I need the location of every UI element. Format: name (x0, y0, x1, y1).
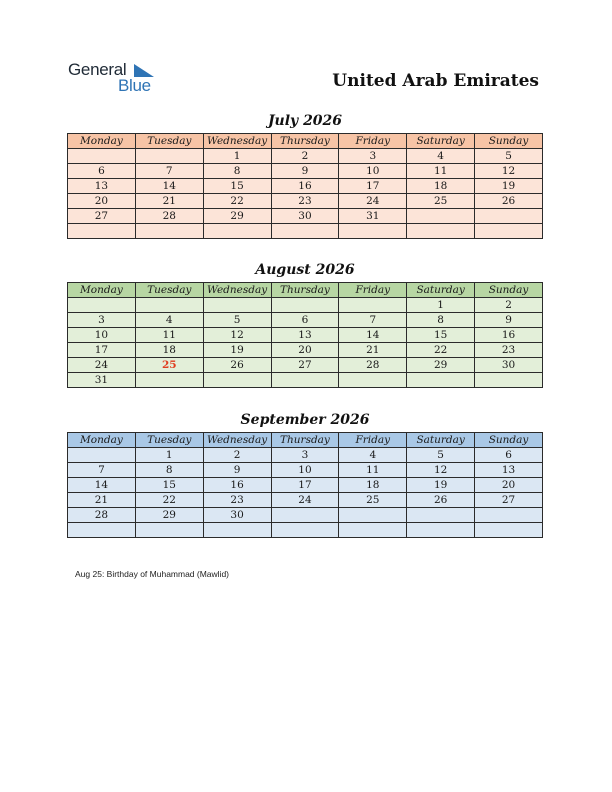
day-cell: 19 (203, 343, 271, 358)
day-cell: 20 (271, 343, 339, 358)
generalblue-logo (68, 60, 168, 100)
day-cell (135, 523, 203, 538)
weekday-header-row (68, 283, 543, 298)
day-cell: 18 (339, 478, 407, 493)
day-cell: 24 (271, 493, 339, 508)
day-cell (407, 224, 475, 239)
weekday-header-row (68, 134, 543, 149)
day-cell (68, 224, 136, 239)
day-cell (407, 508, 475, 523)
day-cell: 17 (271, 478, 339, 493)
month-title-august: August 2026 (255, 262, 355, 278)
day-cell: 16 (271, 179, 339, 194)
weekday-header: Saturday (407, 433, 475, 448)
day-cell (271, 224, 339, 239)
week-row (68, 164, 543, 179)
day-cell: 11 (407, 164, 475, 179)
day-cell (475, 508, 543, 523)
day-cell: 7 (339, 313, 407, 328)
day-cell (407, 373, 475, 388)
weekday-header: Thursday (271, 433, 339, 448)
week-row (68, 149, 543, 164)
weekday-header: Thursday (271, 134, 339, 149)
day-cell: 26 (475, 194, 543, 209)
day-cell: 13 (271, 328, 339, 343)
day-cell (475, 523, 543, 538)
weekday-header: Monday (68, 283, 136, 298)
day-cell: 28 (339, 358, 407, 373)
day-cell: 11 (135, 328, 203, 343)
day-cell: 25 (407, 194, 475, 209)
day-cell: 6 (475, 448, 543, 463)
holiday-day-cell: 25 (135, 358, 203, 373)
week-row (68, 209, 543, 224)
day-cell (203, 523, 271, 538)
day-cell: 8 (203, 164, 271, 179)
day-cell: 16 (203, 478, 271, 493)
day-cell (135, 298, 203, 313)
weekday-header: Friday (339, 433, 407, 448)
week-row (68, 343, 543, 358)
day-cell: 2 (203, 448, 271, 463)
day-cell: 30 (475, 358, 543, 373)
week-row (68, 448, 543, 463)
day-cell: 23 (271, 194, 339, 209)
month-title-july: July 2026 (267, 113, 343, 129)
day-cell: 8 (135, 463, 203, 478)
day-cell: 1 (203, 149, 271, 164)
holiday-note: Aug 25: Birthday of Muhammad (Mawlid) (75, 569, 230, 579)
day-cell: 23 (475, 343, 543, 358)
day-cell: 19 (407, 478, 475, 493)
weekday-header: Sunday (475, 134, 543, 149)
day-cell: 4 (407, 149, 475, 164)
day-cell: 24 (68, 358, 136, 373)
day-cell: 3 (339, 149, 407, 164)
day-cell: 1 (407, 298, 475, 313)
day-cell: 27 (271, 358, 339, 373)
weekday-header: Sunday (475, 283, 543, 298)
day-cell: 2 (475, 298, 543, 313)
calendar-july (67, 133, 543, 239)
day-cell: 26 (203, 358, 271, 373)
day-cell: 30 (271, 209, 339, 224)
day-cell: 8 (407, 313, 475, 328)
day-cell: 28 (68, 508, 136, 523)
day-cell: 3 (271, 448, 339, 463)
weekday-header: Thursday (271, 283, 339, 298)
day-cell: 1 (135, 448, 203, 463)
day-cell: 27 (475, 493, 543, 508)
day-cell: 28 (135, 209, 203, 224)
week-row (68, 224, 543, 239)
day-cell: 29 (203, 209, 271, 224)
weekday-header: Wednesday (203, 433, 271, 448)
day-cell: 14 (135, 179, 203, 194)
week-row (68, 508, 543, 523)
day-cell: 15 (135, 478, 203, 493)
day-cell: 21 (135, 194, 203, 209)
day-cell: 25 (339, 493, 407, 508)
day-cell: 16 (475, 328, 543, 343)
week-row (68, 328, 543, 343)
week-row (68, 523, 543, 538)
day-cell: 22 (203, 194, 271, 209)
day-cell: 18 (135, 343, 203, 358)
weekday-header: Monday (68, 433, 136, 448)
logo-triangle-icon (134, 63, 154, 77)
day-cell: 7 (135, 164, 203, 179)
day-cell: 10 (339, 164, 407, 179)
day-cell: 5 (203, 313, 271, 328)
day-cell: 18 (407, 179, 475, 194)
day-cell: 6 (68, 164, 136, 179)
day-cell (271, 523, 339, 538)
day-cell: 20 (68, 194, 136, 209)
day-cell: 20 (475, 478, 543, 493)
day-cell: 30 (203, 508, 271, 523)
day-cell (203, 373, 271, 388)
country-title: United Arab Emirates (332, 71, 539, 91)
weekday-header: Tuesday (135, 134, 203, 149)
day-cell: 29 (135, 508, 203, 523)
day-cell (68, 523, 136, 538)
weekday-header: Saturday (407, 283, 475, 298)
weekday-header-row (68, 433, 543, 448)
day-cell: 31 (68, 373, 136, 388)
day-cell (135, 224, 203, 239)
day-cell: 31 (339, 209, 407, 224)
day-cell: 11 (339, 463, 407, 478)
day-cell: 24 (339, 194, 407, 209)
day-cell: 12 (475, 164, 543, 179)
weekday-header: Sunday (475, 433, 543, 448)
day-cell (339, 224, 407, 239)
day-cell: 9 (475, 313, 543, 328)
day-cell: 27 (68, 209, 136, 224)
logo-general-text: General (68, 60, 127, 79)
day-cell: 9 (271, 164, 339, 179)
weekday-header: Saturday (407, 134, 475, 149)
day-cell: 14 (68, 478, 136, 493)
day-cell: 7 (68, 463, 136, 478)
day-cell: 14 (339, 328, 407, 343)
day-cell (68, 149, 136, 164)
day-cell: 13 (68, 179, 136, 194)
day-cell: 3 (68, 313, 136, 328)
weekday-header: Friday (339, 134, 407, 149)
month-title-september: September 2026 (240, 412, 370, 428)
weekday-header: Tuesday (135, 283, 203, 298)
day-cell (135, 149, 203, 164)
day-cell: 19 (475, 179, 543, 194)
week-row (68, 358, 543, 373)
day-cell: 4 (339, 448, 407, 463)
day-cell (407, 209, 475, 224)
calendar-august (67, 282, 543, 388)
day-cell: 12 (407, 463, 475, 478)
weekday-header: Wednesday (203, 283, 271, 298)
logo-blue-text: Blue (118, 76, 151, 95)
week-row (68, 463, 543, 478)
day-cell: 10 (271, 463, 339, 478)
week-row (68, 373, 543, 388)
day-cell (271, 373, 339, 388)
day-cell: 21 (339, 343, 407, 358)
day-cell: 22 (407, 343, 475, 358)
week-row (68, 478, 543, 493)
day-cell (271, 298, 339, 313)
day-cell (271, 508, 339, 523)
day-cell: 9 (203, 463, 271, 478)
day-cell (339, 373, 407, 388)
day-cell: 17 (68, 343, 136, 358)
week-row (68, 179, 543, 194)
day-cell (203, 224, 271, 239)
day-cell: 23 (203, 493, 271, 508)
day-cell: 26 (407, 493, 475, 508)
day-cell: 21 (68, 493, 136, 508)
weekday-header: Friday (339, 283, 407, 298)
weekday-header: Tuesday (135, 433, 203, 448)
day-cell (339, 508, 407, 523)
day-cell (407, 523, 475, 538)
day-cell (68, 448, 136, 463)
day-cell: 4 (135, 313, 203, 328)
day-cell (203, 298, 271, 313)
day-cell (339, 298, 407, 313)
day-cell: 13 (475, 463, 543, 478)
day-cell (475, 373, 543, 388)
week-row (68, 313, 543, 328)
day-cell (135, 373, 203, 388)
day-cell: 15 (203, 179, 271, 194)
day-cell: 5 (407, 448, 475, 463)
weekday-header: Monday (68, 134, 136, 149)
day-cell (339, 523, 407, 538)
weekday-header: Wednesday (203, 134, 271, 149)
week-row (68, 298, 543, 313)
day-cell: 22 (135, 493, 203, 508)
day-cell: 10 (68, 328, 136, 343)
calendar-september (67, 432, 543, 538)
day-cell: 2 (271, 149, 339, 164)
day-cell (475, 209, 543, 224)
day-cell (475, 224, 543, 239)
day-cell: 17 (339, 179, 407, 194)
day-cell (68, 298, 136, 313)
day-cell: 6 (271, 313, 339, 328)
week-row (68, 194, 543, 209)
day-cell: 15 (407, 328, 475, 343)
day-cell: 5 (475, 149, 543, 164)
day-cell: 29 (407, 358, 475, 373)
day-cell: 12 (203, 328, 271, 343)
week-row (68, 493, 543, 508)
